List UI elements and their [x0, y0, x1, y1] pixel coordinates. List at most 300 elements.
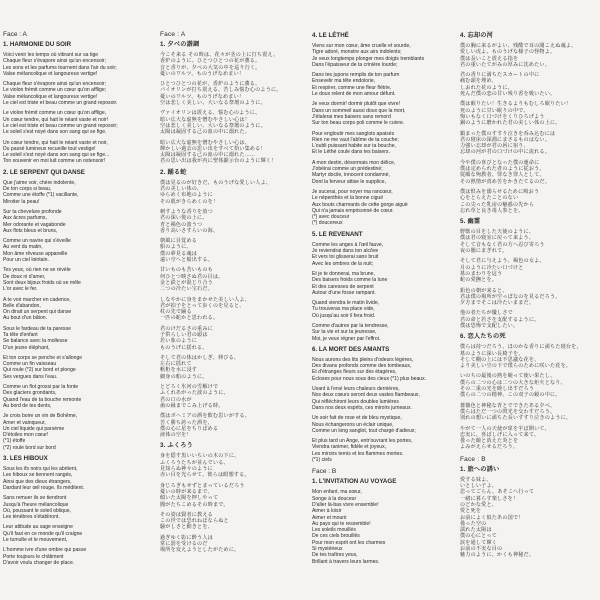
lyric-line: L'homme ivre d'une ombre qui passe	[3, 547, 87, 554]
lyric-line: L'or avec le fer.	[3, 286, 38, 293]
lyric-line: Belle d'abandon,	[3, 302, 41, 309]
lyric-line: Avec les ombres de la nuit;	[312, 260, 374, 267]
lyric-line: その二重の光を映し出すだろう	[460, 386, 535, 393]
lyric-line: Comme un flot grossi par la fonte	[3, 384, 79, 391]
stanza	[160, 238, 298, 263]
lyric-line: 墓のまわりを這う	[460, 270, 503, 277]
lyric-line: 僕の心にとって	[460, 533, 497, 540]
lyric-line: Voici venir les temps où vibrant sur sa tige	[3, 52, 99, 58]
lyric-line: Les sons et les parfums tournent dans l'air du soir;	[3, 64, 117, 71]
lyric-line: 銅のように磨かれた君の美しい体の上に。	[460, 120, 561, 127]
lyric-line: Dans l'épaisseur de ta crinière lourde;	[312, 61, 398, 68]
stanza	[312, 438, 450, 463]
stanza	[3, 495, 141, 520]
lyric-line: 僕らは持つだろう、ほのかな香りに満ちた寝台を、	[460, 344, 582, 351]
lyric-line: Comme les anges à l'œil fauve,	[312, 241, 384, 248]
stanza	[460, 43, 598, 68]
lyric-line: Sans remuer ils se tiendront	[3, 495, 67, 502]
lyric-line: 涙を通して輝く	[460, 539, 498, 546]
lyric-line: Aux bouts charmants de cette gorge aiguë	[312, 201, 408, 208]
lyric-line: 空は悲しく美しい、大いなる祭壇のように。	[160, 100, 266, 107]
lyric-line: 身じろぎもせずとまっているだろう	[160, 482, 245, 489]
lyric-line: Je sucerai, pour noyer ma rancœur,	[312, 188, 393, 195]
lyric-line: 忘れ草と良き毒人参とを。	[460, 207, 524, 214]
lyric-line: Nos deux cœurs seront deux vastes flambeaux,	[312, 392, 420, 399]
stanza	[3, 81, 141, 106]
lyric-line: Tu trouveras ma place vide,	[312, 306, 375, 313]
song-section	[160, 30, 298, 165]
lyric-line: Où jusqu'au soir il fera froid.	[312, 312, 376, 319]
stanza	[312, 323, 450, 342]
lyric-line: 常に罰を受けるのだ	[160, 541, 208, 547]
lyric-line: 太陽は凝固する己の血の中に溺れた。	[160, 129, 250, 136]
lyric-line: 僕はボヘミアの酒を飲む思いがする、	[160, 413, 250, 420]
lyric-line: 僕は長いこと震える指を	[460, 55, 519, 62]
stanza	[160, 512, 298, 531]
lyric-line: Qu'il faut en ce monde qu'il craigne	[3, 530, 83, 537]
stanza	[160, 180, 298, 205]
lyric-line: Des divans profonds comme des tombeaux,	[312, 363, 412, 370]
stanza	[312, 160, 450, 185]
lyric-line: 過ぎゆく影に酔う人は	[160, 534, 213, 541]
lyric-line: 甘いものも苦いものも	[160, 267, 213, 274]
lyric-line: Je veux longtemps plonger mes doigts tremblants	[312, 55, 425, 62]
lyric-line: 君の重いたてがみの厚みに沈めたい。	[460, 61, 550, 68]
lyric-line: 従順な殉教者、罪なき罪人として、	[460, 172, 545, 179]
song-section	[3, 169, 141, 451]
lyric-line: 君の香りに満ちたスカートの中に	[460, 72, 540, 79]
stanza	[312, 189, 450, 227]
lyric-line: Comme un navire qui s'éveille	[3, 238, 71, 245]
lyric-line: De ces ciels brouillés	[312, 533, 360, 540]
lyric-line: Qui roule (*2) sur bord et plonge	[3, 367, 76, 374]
lyric-line: 悔いもなく口づけをくりひろげよう	[460, 113, 545, 120]
song-title: 5. LE REVENANT	[312, 230, 363, 238]
lyric-line: Se balance avec la mollesse	[3, 338, 68, 345]
stanza	[160, 535, 298, 554]
song-section	[460, 455, 598, 559]
stanza	[312, 489, 450, 565]
lyric-line: Dont la ferveur attise le supplice,	[312, 178, 386, 185]
lyric-line: 愛と死を	[460, 508, 482, 515]
lyric-line: 香炉のように、ひとつひとつの花が薫る。	[160, 58, 261, 65]
lyric-line: しおれた花のように、	[460, 84, 513, 91]
stanza	[460, 310, 598, 329]
lyric-line: Et ton corps se penche et s'allonge	[3, 354, 83, 361]
stanza	[160, 413, 298, 438]
lyric-line: ヴァイオリンは震える、悩む心のように、	[160, 110, 261, 117]
stanza	[312, 300, 450, 319]
lyric-line: 憂いのワルツ、ものうげなめまい！	[160, 70, 245, 77]
lyric-line: 遠い空へと船出する。	[160, 257, 213, 264]
lyric-line: 僕は恨みを溺らせるために吸おう	[460, 188, 540, 195]
lyric-line: Quand l'eau de ta bouche remonte	[3, 396, 82, 403]
lyric-line: (*2) roule bord sur bord	[3, 444, 56, 451]
lyric-line: 騒がしさと動きとを、	[160, 524, 213, 531]
lyric-line: Où, poussant le soleil oblique,	[3, 507, 71, 514]
stanza	[460, 229, 598, 254]
lyric-line: 憂いのワルツ、ものうげなめまい！	[160, 93, 245, 100]
lyric-line: Songe à la douceur	[312, 495, 357, 502]
lyric-line: Sous les ifs noirs qui les abritent,	[3, 466, 78, 473]
lyric-line: 杖の先で踊る	[160, 309, 192, 316]
stanza	[3, 547, 141, 566]
stanza	[160, 140, 298, 165]
lyric-line: Et respirer, comme une fleur flétrie,	[312, 84, 392, 91]
lyric-line: より美しい空の下で僕らのために咲いた花を。	[460, 363, 572, 370]
lyric-line: Tes yeux, où rien ne se révèle	[3, 267, 71, 274]
stanza	[460, 288, 598, 307]
lyric-line: De doux ni d'amer,	[3, 273, 46, 280]
lyric-line: Et le Léthé coule dans tes baisers.	[312, 149, 390, 156]
lyric-line: Leur attitude au sage enseigne	[3, 524, 73, 531]
lyric-line: Chaque fleur s'évapore ainsi qu'un encensoir;	[3, 81, 107, 88]
side-label: Face : B	[312, 468, 337, 476]
stanza	[160, 209, 298, 234]
lyric-line: 左右に揺れて	[160, 361, 192, 368]
lyric-line: Que j'aime voir, chère indolente,	[3, 179, 76, 186]
lyric-line: 二つの冷たい宝石だ。	[160, 286, 213, 293]
lyric-line: 船のように、	[160, 244, 192, 251]
lyric-line: Et d'étranges fleurs sur des étagères,	[312, 369, 397, 376]
stanza	[460, 160, 598, 185]
lyric-line: D'un jeune éléphant,	[3, 344, 50, 351]
stanza	[460, 344, 598, 369]
lyric-line: Comme une étoffe (*1) vacillante,	[3, 192, 79, 199]
lyric-line: Du passé lumineux recueille tout vestige!	[3, 145, 96, 152]
lyric-line: Miroiter la peau!	[3, 198, 40, 205]
lyric-line: Ses vergues dans l'eau.	[3, 373, 58, 380]
lyric-line: Un soir fait de rose et de bleu mystique,	[312, 415, 402, 422]
lyric-line: 他の者たちが優しさで	[460, 310, 513, 317]
side-label: Face : A	[3, 31, 27, 38]
lyric-line: De tes traîtres yeux,	[312, 552, 358, 559]
lyric-line: Mon enfant, ma sœur,	[312, 489, 362, 496]
column-japanese-right	[460, 30, 598, 595]
lyric-line: Dans nos deux esprits, ces miroirs jumeaux.	[312, 404, 412, 411]
lyric-line: ふくろうたちが並んでいる、	[160, 459, 229, 466]
lyric-line: Sous le fardeau de ta paresse	[3, 325, 71, 332]
stanza	[160, 453, 298, 478]
lyric-line: Le doux relent de mon amour défunt.	[312, 91, 396, 98]
lyric-line: お前によく似たあの国で！	[460, 514, 524, 521]
lyric-line: (*) doucereux	[312, 220, 343, 227]
lyric-line: Tigre adoré, monstre aux airs indolents;	[312, 49, 402, 56]
lyric-line: J'étalerai mes baisers sans remord	[312, 113, 391, 120]
lyric-line: Mer odorante et vagabonde	[3, 221, 66, 228]
lyric-line: ゆらめく布地のように	[160, 192, 213, 199]
lyric-line: Et vers toi glisserai sans bruit	[312, 254, 379, 261]
lyric-line: 金と鉄とが混じり合う	[160, 279, 213, 286]
lyric-line: L'oubli puissant habite sur ta bouche,	[312, 143, 396, 150]
lyric-line: とどろく氷河の雪解けで	[160, 384, 219, 391]
stanza	[3, 209, 141, 234]
stanza	[312, 101, 450, 126]
lyric-line: Amer et vainqueur,	[3, 419, 46, 426]
song-title: 2. 踊る蛇	[160, 168, 187, 176]
stanza	[3, 413, 141, 451]
stanza	[460, 131, 598, 156]
song-title: 1. 夕べの諧調	[160, 41, 200, 48]
stanza	[460, 189, 598, 214]
stanza	[312, 271, 450, 296]
song-section	[460, 32, 598, 214]
lyric-line: 僕の胸に来るがよい、残酷で耳の聞こえぬ魂よ、	[460, 43, 577, 49]
lyric-line: 僕の心に星をちりばめる	[160, 425, 219, 432]
lyric-line: Je crois boire un vin de Bohême,	[3, 413, 78, 420]
stanza	[160, 110, 298, 135]
song-section	[160, 169, 298, 439]
song-title: 1. HARMONIE DU SOIR	[3, 41, 72, 48]
stanza	[3, 326, 141, 351]
stanza	[3, 180, 141, 205]
lyric-line: 鎮まった僕のすすり泣きを呑み込むには	[460, 130, 556, 137]
song-section	[160, 442, 298, 553]
lyric-line: Le népenthès et la bonne ciguë	[312, 195, 384, 202]
stanza	[160, 81, 298, 106]
lyric-line: Écloses pour nous sous des cieux (*1) plus beaux.	[312, 375, 427, 382]
lyric-line: Au vent du matin,	[3, 244, 43, 251]
stanza	[3, 524, 141, 543]
lyric-line: 別れの想いに満ちた長いすすり泣きのように。	[460, 415, 572, 422]
lyric-line: Sur ta vie et sur ta jeunesse,	[312, 329, 377, 336]
lyric-line: D'avoir voulu changer de place.	[3, 559, 75, 566]
lyric-line: Pour engloutir mes sanglots apaisés	[312, 130, 395, 137]
lyric-line: Autour d'une fosse rampant.	[312, 289, 376, 296]
lyric-line: Un ciel liquide qui parsème	[3, 425, 65, 432]
lyric-line: バイオリンが打ち震える、苦しみ悩む心のように。	[160, 87, 282, 94]
lyric-line: のどかな愛と、	[460, 501, 498, 508]
lyric-line: 君が拍子をとって歩くのを見ると、	[160, 302, 245, 309]
stanza	[3, 238, 141, 263]
lyric-line: Un cœur tendre, qui hait le néant vaste et noir!	[3, 116, 109, 123]
song-title: 6. 恋人たちの死	[460, 333, 506, 341]
lyric-line: 君は僕の場所が空っぽなのを見るだろう、	[460, 293, 561, 300]
lyric-line: 蛇の愛撫とを。	[460, 277, 498, 284]
lyric-line: 心をとらえたことのない	[460, 195, 519, 202]
stanza	[460, 101, 598, 126]
lyric-line: 赤い目を光らせて。彼らは瞑想する。	[160, 472, 250, 479]
lyric-line: Les soleils mouillés	[312, 527, 356, 534]
stanza	[160, 384, 298, 409]
stanza	[160, 326, 298, 351]
stanza	[312, 386, 450, 411]
stanza	[460, 403, 598, 422]
lyric-line: そして音もなく君の方へ忍び寄ろう	[460, 241, 545, 248]
lyric-line: 忠実に、喜ばしげに入って来て、	[460, 431, 540, 438]
lyric-line: 帆桁を水に浸す	[160, 367, 198, 374]
lyric-line: On dirait un serpent qui danse	[3, 309, 72, 316]
lyric-line: Ainsi que des dieux étrangers,	[3, 478, 72, 485]
stanza	[160, 297, 298, 322]
lyric-line: 輝かしい過去の思い出をすべて拾い集める！	[160, 145, 266, 152]
lyric-line: この世では恐れねばならぬと	[160, 518, 229, 525]
lyric-line: Des glaciers grondants,	[3, 390, 57, 397]
lyric-line: 僕らはただ一つの閃光を交わすだろう、	[460, 408, 556, 415]
lyric-line: 君の口の水が	[160, 396, 192, 403]
lyric-line: 濡れた太陽は	[460, 527, 492, 534]
lyric-line: Des baisers froids comme la lune	[312, 277, 388, 284]
lyric-line: Ton souvenir en moi luit comme un ostensoir!	[3, 158, 106, 165]
lyric-line: 傾いた太陽を押しやって	[160, 495, 219, 502]
lyric-line: Dans tes jupons remplis de ton parfum	[312, 72, 400, 79]
lyric-line: Mon âme rêveuse appareille	[3, 250, 68, 257]
lyric-line: 一匹の蛇かと思われる。	[160, 315, 219, 322]
lyric-line: 君の寝床の深淵にまさるものはない。	[460, 136, 550, 143]
lyric-line: 僕は見るのが好きだ、ものうげな愛しい人よ、	[160, 179, 272, 186]
lyric-line: 墓のように深い長椅子を、	[460, 350, 524, 357]
lyric-line: Viendra ranimer, fidèle et joyeux,	[312, 444, 387, 451]
lyric-line: De ton corps si beau,	[3, 186, 52, 193]
song-section	[460, 218, 598, 329]
lyric-line: Comme un long sanglot, tout chargé d'adieux;	[312, 427, 416, 434]
side-label: Face : A	[160, 31, 186, 38]
lyric-line: 今や僕の喜びとなった僕の運命に	[460, 159, 540, 166]
stanza	[3, 52, 141, 77]
lyric-line: Comme d'autres par la tendresse,	[312, 322, 389, 329]
stanza	[3, 355, 141, 380]
lyric-line: Et des caresses de serpent	[312, 283, 374, 290]
lyric-line: 僕は君の寝室に戻って来よう、	[460, 235, 535, 242]
lyric-line: 闇がたちこめるその時まで。	[160, 501, 229, 508]
lyric-line: 曇った空の	[460, 520, 487, 527]
column-french-right	[312, 30, 450, 595]
column-japanese-left	[160, 30, 298, 595]
lyric-line: 君の命と若さを支配するように、	[460, 316, 540, 323]
lyric-line: ふくれあがった波のように、	[160, 390, 229, 397]
lyric-line: 愛する妹よ、	[460, 476, 492, 483]
lyric-line: Et plus tard un Ange, entr'ouvrant les portes,	[312, 438, 413, 445]
song-title: 1. 旅への誘い	[460, 465, 500, 473]
lyric-line: 何ひとつ映さぬ君の目は、	[160, 273, 224, 280]
song-section	[3, 455, 141, 566]
lyric-line: お前の不実な目の	[460, 546, 503, 552]
song-section	[460, 333, 598, 450]
song-title: 4. 忘却の河	[460, 32, 494, 39]
lyric-line: よみがえらせるだろう。	[460, 444, 519, 451]
lyric-line: Aux âcres parfums,	[3, 215, 47, 222]
stanza	[460, 477, 598, 559]
song-section	[312, 346, 450, 463]
lyric-line: Chaque fleur s'évapore ainsi qu'un encensoir;	[3, 58, 107, 65]
lyric-line: Je reviendrai dans ton alcôve	[312, 248, 379, 255]
lyric-line: Usant à l'envi leurs chaleurs dernières,	[312, 386, 400, 393]
stanza	[3, 466, 141, 491]
lyric-line: Sur ta chevelure profonde	[3, 208, 62, 215]
lyric-line: Dans un sommeil aussi doux que la mort,	[312, 107, 406, 114]
lyric-line: (*1) étoffe	[3, 438, 26, 445]
lyric-line: 空は悲しく美しい、大いなる祭壇のように。	[160, 122, 266, 129]
stanza	[460, 426, 598, 451]
lyric-line: Le soleil s'est noyé dans son sang qui se fige.	[3, 129, 107, 136]
lyric-line: Au bout d'un bâton.	[3, 315, 48, 322]
lyric-line: この尖った乳房の魅惑の先から	[460, 201, 535, 208]
lyric-line: 刺すような香りを放つ	[160, 208, 213, 215]
lyric-line: Le violon frémit comme un cœur qu'on afflige;	[3, 87, 107, 94]
lyric-line: ものうげに揺れる、	[160, 344, 208, 351]
lyric-line: Le soleil s'est noyé dans son sang qui se fige...	[3, 152, 110, 159]
lyric-line: Je veux dormir! dormir plutôt que vivre!	[312, 101, 401, 108]
stanza	[3, 297, 141, 322]
stanza	[160, 267, 298, 292]
lyric-line: 場所を変えようとしたがために。	[160, 547, 240, 554]
lyric-line: 憂いの時が来るまで、	[160, 488, 213, 495]
lyric-line: 子供らしい君の頭は	[160, 331, 208, 338]
lyric-line: Le tumulte et le mouvement,	[3, 537, 68, 543]
lyric-line: そして君の体はかしぎ、伸びる、	[160, 354, 240, 361]
lyric-line: 夕方までそこは冷たいままだ。	[460, 300, 535, 307]
lyric-line: ひとつひとつの花が、香炉のように薫る。	[160, 81, 261, 88]
lyric-line: Le violon frémit comme un cœur qu'on afflige,	[3, 110, 107, 117]
lyric-line: Pour mon esprit ont les charmes	[312, 539, 386, 546]
stanza	[160, 483, 298, 508]
lyric-line: D'étoiles mon cœur!	[3, 432, 49, 439]
lyric-line: 一緒に暮らす楽しさを！	[460, 495, 519, 502]
lyric-line: 野獣の目をした天使のように、	[460, 229, 535, 236]
lyric-line: 苦く勝ち誇った酒を、	[160, 419, 213, 426]
lyric-line: 僕の夢見る魂は	[160, 250, 198, 257]
lyric-line: Le ciel est triste et beau comme un grand reposoir.	[3, 100, 118, 107]
song-title: 2. LE SERPENT QUI DANSE	[3, 168, 85, 176]
lyric-line: そして君に与えよう、褐色の女よ、	[460, 258, 545, 265]
lyric-line: (*1) ciels	[312, 457, 332, 464]
lyric-line: 太陽は凝固する己の血の中に溺れた……	[160, 152, 256, 159]
lyric-line: 身を隠す黒いいちいの木の下に、	[160, 453, 240, 460]
stanza	[460, 258, 598, 283]
stanza	[312, 72, 450, 97]
stanza	[460, 373, 598, 398]
lyric-line: 死のように甘い眠りの中で、	[460, 107, 529, 114]
lyric-line: 僕は定められた者のように従おう。	[460, 166, 545, 173]
lyric-line: 歯の縁までこみ上げる時、	[160, 402, 224, 409]
stanza	[460, 72, 598, 97]
stanza	[3, 267, 141, 292]
lyric-line: Sont deux bijoux froids où se mêle	[3, 279, 81, 286]
lyric-line: Le ciel est triste et beau comme un grand reposoir;	[3, 122, 118, 129]
lyric-line: 痛む頭を埋め、	[460, 78, 497, 85]
lyric-line: 青と褐色の波うつ	[160, 221, 203, 228]
lyric-line: 液体の空を！	[160, 432, 192, 439]
lyric-line: Aux flots bleus et bruns,	[3, 227, 58, 234]
lyric-line: Ta tête d'enfant	[3, 331, 38, 338]
lyric-line: いのちの最後の熱を競って使い果たし、	[460, 373, 556, 380]
lyric-line: Rien ne me vaut l'abîme de ta couche;	[312, 136, 399, 143]
stanza	[312, 357, 450, 382]
lyric-line: Au bord de tes dents,	[3, 402, 52, 409]
song-title: 1. L'INVITATION AU VOYAGE	[312, 478, 397, 486]
lyric-line: 死んだ僕の恋の甘い残り香を吸いたい。	[460, 91, 556, 98]
lyric-line: 香り高いさすらいの海、	[160, 227, 219, 234]
lyric-line: Moi, je veux régner par l'effroi.	[312, 335, 381, 342]
lyric-line: Porte toujours le châtiment	[3, 553, 64, 560]
lyric-line: いとしい子よ、	[460, 483, 498, 490]
lyric-line: Aimer et mourir	[312, 514, 347, 521]
lyric-line: Dardant leur œil rouge. Ils méditent.	[3, 484, 85, 491]
lyric-line: 夜の闇にまぎれて。	[460, 248, 508, 255]
lyric-line: Un cœur tendre, qui hait le néant vaste et noir,	[3, 139, 108, 146]
lyric-line: Sur ton beau corps poli comme le cuivre.	[312, 120, 405, 127]
lyric-line: 君の思い出は我が内に聖体顕示台のように輝く！	[160, 158, 277, 165]
lyric-line: Valse mélancolique et langoureux vertige!	[3, 70, 98, 77]
lyric-line: 曇った鏡と消えた炎とを	[460, 438, 519, 445]
song-title: 6. LA MORT DES AMANTS	[312, 345, 390, 353]
song-title: 4. LE LÉTHÉ	[312, 32, 349, 39]
lyric-line: 君の美しい体の、	[160, 186, 203, 193]
lyric-line: 力強い忘却が君の唇に宿り、	[460, 143, 529, 150]
lyric-line: J'obéirai comme un prédestiné;	[312, 166, 383, 173]
stanza	[312, 415, 450, 434]
stanza	[3, 140, 141, 165]
